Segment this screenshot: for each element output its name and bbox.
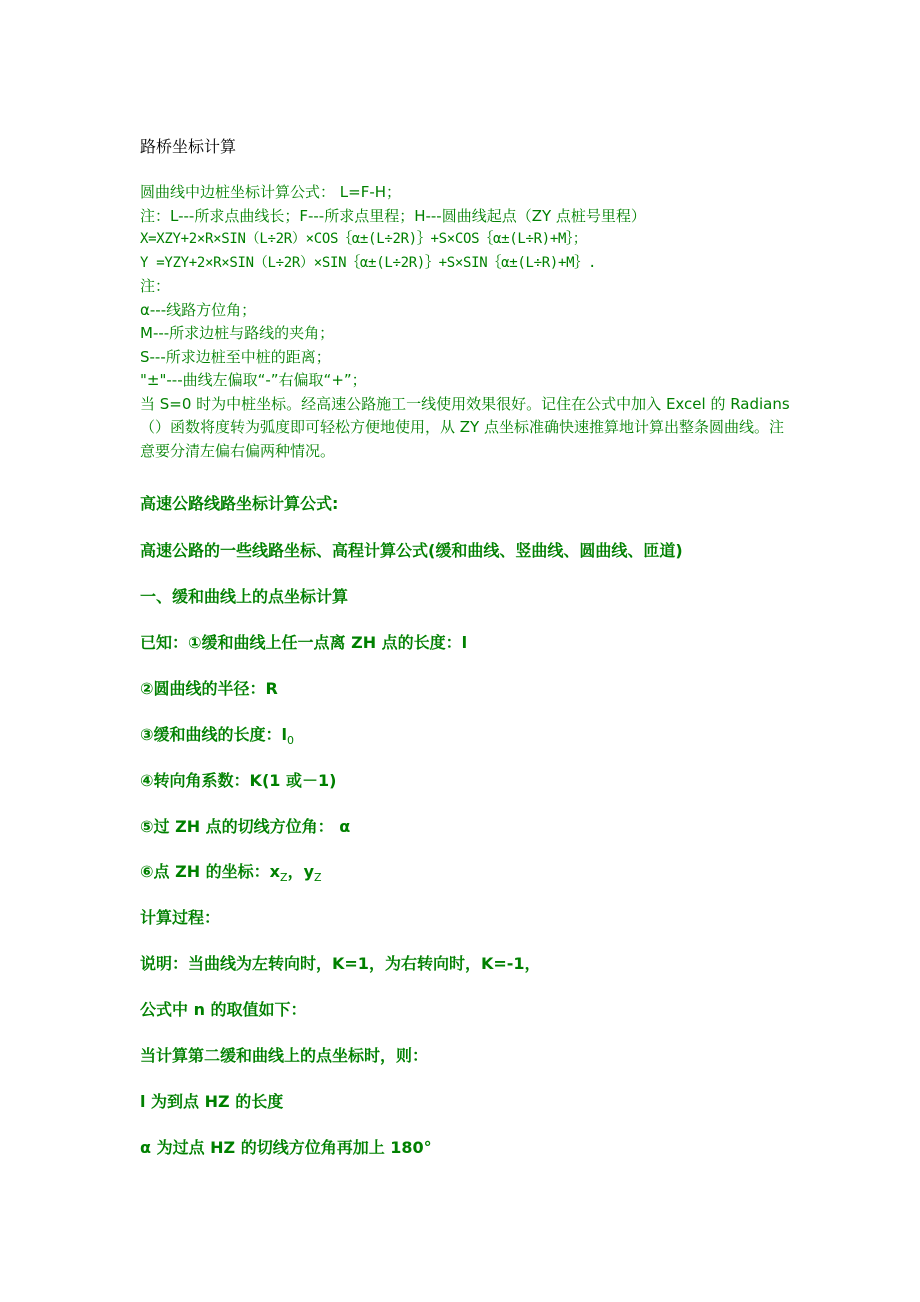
n-value-line: 公式中 n 的取值如下： (140, 1000, 307, 1019)
s-note: S---所求边桩至中桩的距离； (140, 347, 331, 366)
known-item-6-text: ⑥点 ZH 的坐标：x (140, 862, 281, 881)
x-formula: X=XZY+2×R×SIN（L÷2R）×COS｛α±(L÷2R)｝+S×COS｛α±(L÷R)+M｝； (140, 231, 587, 247)
alpha-note: α---线路方位角； (140, 300, 257, 319)
m-note: M---所求边桩与路线的夹角； (140, 324, 335, 342)
explanation-line: 说明：当曲线为左转向时，K=1，为右转向时，K=-1， (140, 954, 541, 973)
calc-process-heading: 计算过程： (140, 908, 221, 927)
note-line: 注：L---所求点曲线长；F---所求点里程；H---圆曲线起点（ZY 点桩号里程） (140, 206, 646, 225)
formula-intro: 圆曲线中边桩坐标计算公式： L=F-H； (140, 183, 402, 201)
alpha-definition-line: α 为过点 HZ 的切线方位角再加上 180° (140, 1138, 432, 1157)
known-item-1-text: 已知：①缓和曲线上任一点离 ZH 点的长度：l (140, 633, 468, 652)
known-item-6-mid: ，y (287, 862, 314, 881)
known-item-6-subscript-y: Z (314, 871, 322, 884)
known-item-6-subscript-x: Z (280, 871, 288, 884)
page-title: 路桥坐标计算 (140, 137, 237, 156)
known-item-3-subscript: 0 (287, 734, 295, 747)
known-item-6 (140, 860, 322, 890)
known-item-3-text: ③缓和曲线的长度：l (140, 725, 288, 744)
heading-highway-formula: 高速公路线路坐标计算公式: (140, 494, 339, 513)
known-item-1 (140, 631, 467, 655)
known-item-3 (140, 723, 294, 753)
known-item-5: ⑤过 ZH 点的切线方位角： α (140, 817, 351, 836)
circular-curve-section (140, 181, 800, 463)
usage-paragraph: 当 S=0 时为中桩坐标。经高速公路施工一线使用效果很好。记住在公式中加入 Excel 的 Radians（）函数将度转为弧度即可轻松方便地使用，从 ZY 点坐标准确快速推算地计算出整条圆曲线。注意要分清左偏右偏两种情况。 (140, 394, 790, 460)
heading-transition-curve: 一、缓和曲线上的点坐标计算 (140, 587, 349, 606)
l-definition-line: l 为到点 HZ 的长度 (140, 1092, 284, 1111)
note-label: 注： (140, 277, 171, 295)
known-item-4: ④转向角系数：K(1 或－1) (140, 771, 337, 790)
heading-highway-formulas-list: 高速公路的一些线路坐标、高程计算公式(缓和曲线、竖曲线、圆曲线、匝道) (140, 541, 683, 560)
known-item-2: ②圆曲线的半径：R (140, 679, 278, 698)
y-formula: Y =YZY+2×R×SIN（L÷2R）×SIN｛α±(L÷2R)｝+S×SIN｛α±(L÷R)+M｝. (140, 254, 597, 271)
sign-note: "±"---曲线左偏取“-”右偏取“+”； (140, 371, 367, 389)
second-curve-line: 当计算第二缓和曲线上的点坐标时，则： (140, 1046, 429, 1065)
